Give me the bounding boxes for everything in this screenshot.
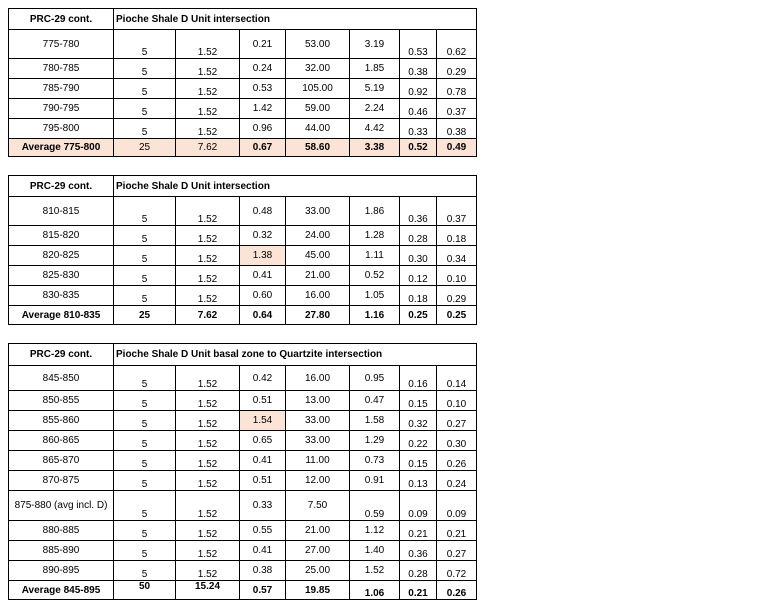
value-cell: 1.52	[176, 246, 240, 266]
value-cell: 0.38	[240, 561, 286, 581]
value-cell: 1.52	[350, 561, 400, 581]
value-cell: 0.48	[240, 197, 286, 226]
interval-cell: 815-820	[9, 226, 114, 246]
intersection-title: Pioche Shale D Unit intersection	[114, 176, 477, 197]
value-cell: 5	[114, 521, 176, 541]
value-cell: 105.00	[286, 79, 350, 99]
table-row	[9, 286, 477, 306]
value-cell: 13.00	[286, 391, 350, 411]
value-cell: 1.52	[176, 471, 240, 491]
average-value: 0.64	[240, 306, 286, 325]
value-cell: 0.51	[240, 471, 286, 491]
value-cell: 1.28	[350, 226, 400, 246]
value-cell: 24.00	[286, 226, 350, 246]
value-cell: 1.52	[176, 366, 240, 391]
value-cell: 33.00	[286, 431, 350, 451]
value-cell: 0.51	[240, 391, 286, 411]
assay-table-3	[8, 343, 477, 600]
assay-table-2	[8, 175, 477, 325]
value-cell: 0.38	[437, 119, 477, 139]
average-value: 50	[114, 581, 176, 600]
highlighted-value-cell: 1.38	[240, 246, 286, 266]
value-cell: 0.24	[437, 471, 477, 491]
average-value: 0.26	[437, 581, 477, 600]
value-cell: 2.24	[350, 99, 400, 119]
table-row	[9, 366, 477, 391]
average-row	[9, 306, 477, 325]
value-cell: 0.53	[240, 79, 286, 99]
average-value: 58.60	[286, 139, 350, 157]
value-cell: 25.00	[286, 561, 350, 581]
interval-cell: 790-795	[9, 99, 114, 119]
value-cell: 1.85	[350, 59, 400, 79]
value-cell: 0.55	[240, 521, 286, 541]
value-cell: 0.72	[437, 561, 477, 581]
average-value: 25	[114, 306, 176, 325]
value-cell: 0.21	[240, 30, 286, 59]
value-cell: 5	[114, 79, 176, 99]
table-row	[9, 226, 477, 246]
value-cell: 1.42	[240, 99, 286, 119]
value-cell: 0.10	[437, 266, 477, 286]
table-row	[9, 491, 477, 521]
average-value: 7.62	[176, 306, 240, 325]
table-row	[9, 431, 477, 451]
value-cell: 0.38	[400, 59, 437, 79]
value-cell: 1.11	[350, 246, 400, 266]
value-cell: 16.00	[286, 366, 350, 391]
value-cell: 0.15	[400, 391, 437, 411]
table-row	[9, 391, 477, 411]
table-row	[9, 451, 477, 471]
value-cell: 0.52	[350, 266, 400, 286]
value-cell: 1.52	[176, 391, 240, 411]
value-cell: 5	[114, 246, 176, 266]
interval-cell: 810-815	[9, 197, 114, 226]
interval-cell: 780-785	[9, 59, 114, 79]
value-cell: 3.19	[350, 30, 400, 59]
interval-cell: 825-830	[9, 266, 114, 286]
table-row	[9, 79, 477, 99]
table-row	[9, 561, 477, 581]
average-value: 25	[114, 139, 176, 157]
table-row	[9, 541, 477, 561]
value-cell: 0.27	[437, 411, 477, 431]
average-value: 0.52	[400, 139, 437, 157]
value-cell: 5	[114, 411, 176, 431]
value-cell: 0.41	[240, 541, 286, 561]
table-header-row	[9, 344, 477, 366]
interval-cell: 785-790	[9, 79, 114, 99]
value-cell: 1.52	[176, 79, 240, 99]
average-value: 15.24	[176, 581, 240, 600]
value-cell: 0.26	[437, 451, 477, 471]
value-cell: 0.92	[400, 79, 437, 99]
hole-id-cell: PRC-29 cont.	[9, 9, 114, 30]
value-cell: 53.00	[286, 30, 350, 59]
value-cell: 0.46	[400, 99, 437, 119]
table-row	[9, 521, 477, 541]
value-cell: 0.37	[437, 99, 477, 119]
value-cell: 5	[114, 119, 176, 139]
value-cell: 0.18	[437, 226, 477, 246]
value-cell: 0.96	[240, 119, 286, 139]
value-cell: 5	[114, 266, 176, 286]
interval-cell: 830-835	[9, 286, 114, 306]
average-label: Average 775-800	[9, 139, 114, 157]
average-value: 0.21	[400, 581, 437, 600]
value-cell: 5	[114, 99, 176, 119]
value-cell: 5.19	[350, 79, 400, 99]
value-cell: 1.52	[176, 451, 240, 471]
value-cell: 5	[114, 59, 176, 79]
value-cell: 0.09	[437, 491, 477, 521]
average-value: 19.85	[286, 581, 350, 600]
value-cell: 21.00	[286, 521, 350, 541]
value-cell: 0.73	[350, 451, 400, 471]
value-cell: 0.30	[437, 431, 477, 451]
value-cell: 5	[114, 391, 176, 411]
value-cell: 0.33	[240, 491, 286, 521]
table-header-row	[9, 9, 477, 30]
value-cell: 12.00	[286, 471, 350, 491]
value-cell: 33.00	[286, 197, 350, 226]
value-cell: 0.65	[240, 431, 286, 451]
value-cell: 1.52	[176, 226, 240, 246]
value-cell: 1.52	[176, 266, 240, 286]
table-row	[9, 411, 477, 431]
value-cell: 16.00	[286, 286, 350, 306]
average-row	[9, 139, 477, 157]
value-cell: 0.36	[400, 541, 437, 561]
value-cell: 1.52	[176, 431, 240, 451]
interval-cell: 860-865	[9, 431, 114, 451]
interval-cell: 855-860	[9, 411, 114, 431]
value-cell: 27.00	[286, 541, 350, 561]
value-cell: 1.52	[176, 197, 240, 226]
value-cell: 0.59	[350, 491, 400, 521]
hole-id-cell: PRC-29 cont.	[9, 344, 114, 366]
value-cell: 0.13	[400, 471, 437, 491]
value-cell: 33.00	[286, 411, 350, 431]
value-cell: 0.18	[400, 286, 437, 306]
hole-id-cell: PRC-29 cont.	[9, 176, 114, 197]
value-cell: 1.86	[350, 197, 400, 226]
average-label: Average 845-895	[9, 581, 114, 600]
interval-cell: 880-885	[9, 521, 114, 541]
value-cell: 1.58	[350, 411, 400, 431]
value-cell: 0.32	[240, 226, 286, 246]
value-cell: 5	[114, 471, 176, 491]
value-cell: 0.41	[240, 451, 286, 471]
value-cell: 5	[114, 431, 176, 451]
highlighted-value-cell: 1.54	[240, 411, 286, 431]
average-value: 0.57	[240, 581, 286, 600]
value-cell: 0.34	[437, 246, 477, 266]
value-cell: 0.15	[400, 451, 437, 471]
value-cell: 0.62	[437, 30, 477, 59]
value-cell: 1.52	[176, 286, 240, 306]
value-cell: 1.52	[176, 561, 240, 581]
interval-cell: 820-825	[9, 246, 114, 266]
value-cell: 0.10	[437, 391, 477, 411]
value-cell: 21.00	[286, 266, 350, 286]
average-row	[9, 581, 477, 600]
interval-cell: 775-780	[9, 30, 114, 59]
value-cell: 1.52	[176, 30, 240, 59]
value-cell: 1.52	[176, 491, 240, 521]
value-cell: 0.24	[240, 59, 286, 79]
value-cell: 0.21	[437, 521, 477, 541]
value-cell: 0.53	[400, 30, 437, 59]
value-cell: 0.28	[400, 226, 437, 246]
average-value: 1.16	[350, 306, 400, 325]
value-cell: 0.28	[400, 561, 437, 581]
value-cell: 0.95	[350, 366, 400, 391]
value-cell: 1.29	[350, 431, 400, 451]
value-cell: 1.52	[176, 119, 240, 139]
value-cell: 7.50	[286, 491, 350, 521]
value-cell: 0.29	[437, 286, 477, 306]
value-cell: 0.12	[400, 266, 437, 286]
value-cell: 5	[114, 491, 176, 521]
value-cell: 45.00	[286, 246, 350, 266]
table-header-row	[9, 176, 477, 197]
value-cell: 0.21	[400, 521, 437, 541]
value-cell: 0.14	[437, 366, 477, 391]
value-cell: 0.41	[240, 266, 286, 286]
table-row	[9, 197, 477, 226]
value-cell: 0.42	[240, 366, 286, 391]
table-row	[9, 266, 477, 286]
average-label: Average 810-835	[9, 306, 114, 325]
intersection-title: Pioche Shale D Unit basal zone to Quartzite intersection	[114, 344, 477, 366]
interval-cell: 890-895	[9, 561, 114, 581]
value-cell: 0.27	[437, 541, 477, 561]
interval-cell: 875-880 (avg incl. D)	[9, 491, 114, 521]
value-cell: 1.52	[176, 59, 240, 79]
value-cell: 0.78	[437, 79, 477, 99]
table-row	[9, 471, 477, 491]
interval-cell: 795-800	[9, 119, 114, 139]
value-cell: 1.52	[176, 541, 240, 561]
value-cell: 0.22	[400, 431, 437, 451]
table-row	[9, 99, 477, 119]
average-value: 3.38	[350, 139, 400, 157]
value-cell: 11.00	[286, 451, 350, 471]
value-cell: 5	[114, 286, 176, 306]
average-value: 0.49	[437, 139, 477, 157]
value-cell: 0.91	[350, 471, 400, 491]
interval-cell: 885-890	[9, 541, 114, 561]
interval-cell: 850-855	[9, 391, 114, 411]
value-cell: 1.05	[350, 286, 400, 306]
table-row	[9, 119, 477, 139]
value-cell: 0.60	[240, 286, 286, 306]
value-cell: 5	[114, 197, 176, 226]
value-cell: 1.52	[176, 521, 240, 541]
value-cell: 0.32	[400, 411, 437, 431]
average-value: 0.25	[400, 306, 437, 325]
value-cell: 1.12	[350, 521, 400, 541]
value-cell: 0.16	[400, 366, 437, 391]
value-cell: 4.42	[350, 119, 400, 139]
value-cell: 44.00	[286, 119, 350, 139]
value-cell: 0.37	[437, 197, 477, 226]
value-cell: 0.47	[350, 391, 400, 411]
interval-cell: 865-870	[9, 451, 114, 471]
interval-cell: 845-850	[9, 366, 114, 391]
value-cell: 1.40	[350, 541, 400, 561]
intersection-title: Pioche Shale D Unit intersection	[114, 9, 477, 30]
value-cell: 5	[114, 561, 176, 581]
table-row	[9, 246, 477, 266]
average-value: 1.06	[350, 581, 400, 600]
value-cell: 59.00	[286, 99, 350, 119]
value-cell: 32.00	[286, 59, 350, 79]
average-value: 0.67	[240, 139, 286, 157]
table-row	[9, 30, 477, 59]
value-cell: 1.52	[176, 411, 240, 431]
value-cell: 1.52	[176, 99, 240, 119]
value-cell: 5	[114, 30, 176, 59]
value-cell: 0.30	[400, 246, 437, 266]
average-value: 0.25	[437, 306, 477, 325]
value-cell: 0.33	[400, 119, 437, 139]
value-cell: 0.36	[400, 197, 437, 226]
value-cell: 0.09	[400, 491, 437, 521]
table-row	[9, 59, 477, 79]
value-cell: 0.29	[437, 59, 477, 79]
value-cell: 5	[114, 451, 176, 471]
interval-cell: 870-875	[9, 471, 114, 491]
value-cell: 5	[114, 366, 176, 391]
value-cell: 5	[114, 226, 176, 246]
average-value: 7.62	[176, 139, 240, 157]
value-cell: 5	[114, 541, 176, 561]
assay-table-1	[8, 8, 477, 157]
average-value: 27.80	[286, 306, 350, 325]
